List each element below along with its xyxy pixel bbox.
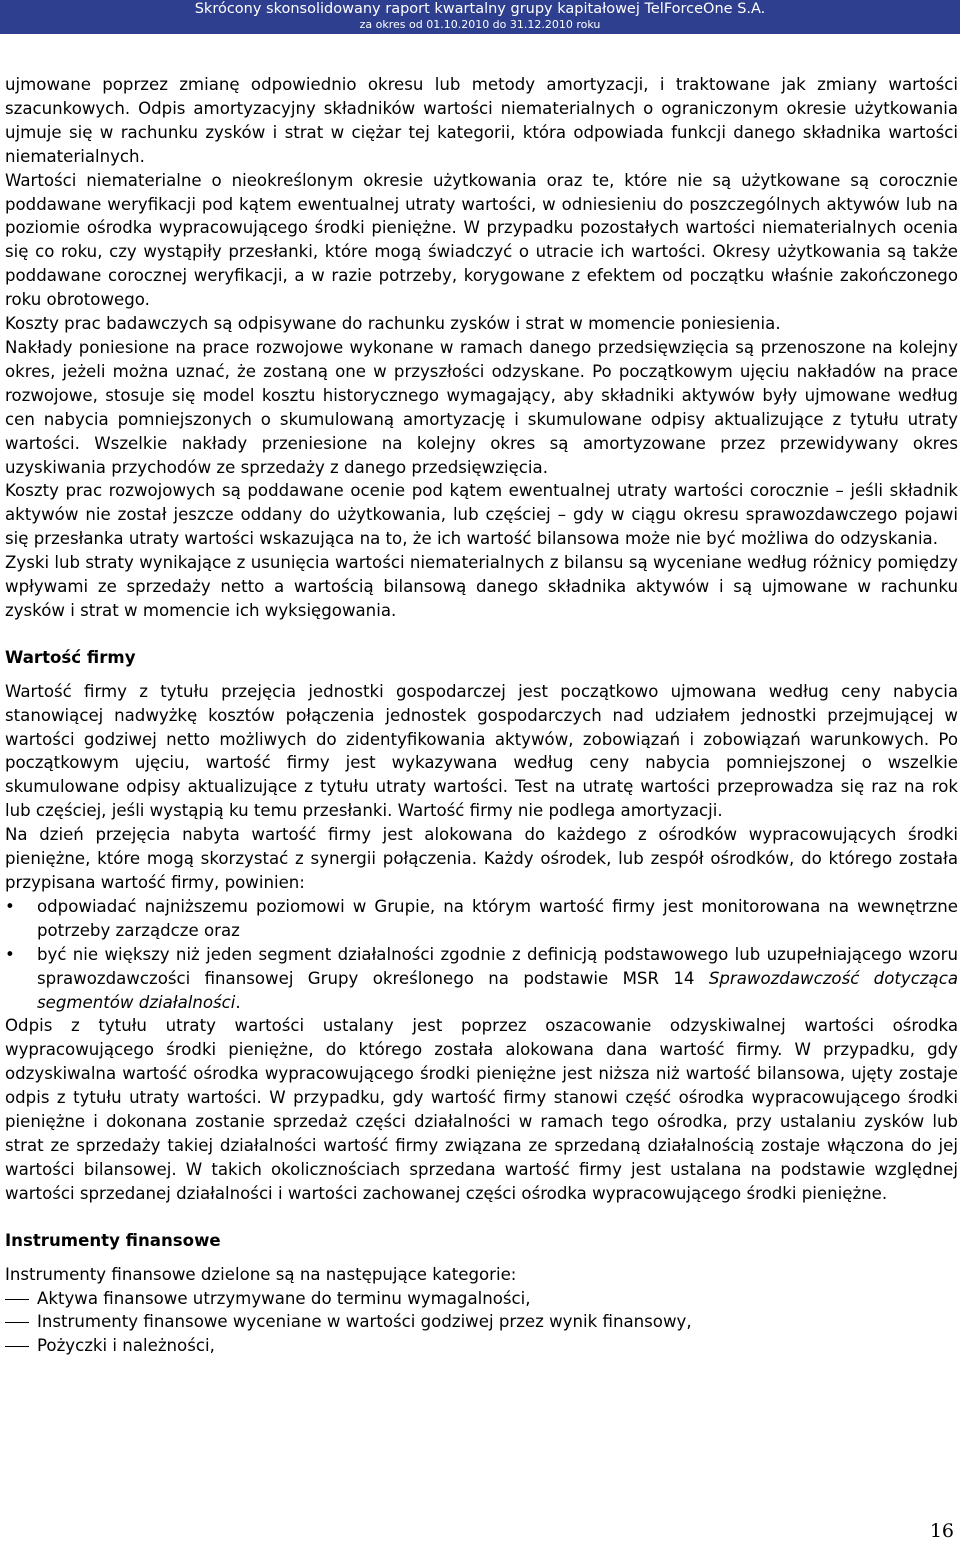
bullet-icon: • <box>5 896 15 916</box>
paragraph: Nakłady poniesione na prace rozwojowe wykonane w ramach danego przedsięwzięcia są przenoszone na kolejny okres, jeżeli można uznać, że zostaną one w przyszłości odzyskane. Po początkowym ujęciu nakładów na prace rozwojowe, stosuje się model kosztu historycznego wymagający, aby składniki aktywów były ujmowane według cen nabycia pomniejszonych o skumulowaną amortyzację i skumulowane odpisy aktualizujące z tytułu utraty wartości. Wszelkie nakłady przeniesione na kolejny okres są amortyzowane przez przewidywany okres uzyskiwania przychodów ze sprzedaży z danego przedsięwzięcia. <box>5 337 958 477</box>
page-number: 16 <box>929 1520 954 1542</box>
bullet-icon: • <box>5 944 15 964</box>
list-item-text: Instrumenty finansowe wyceniane w wartości godziwej przez wynik finansowy, <box>37 1312 692 1332</box>
paragraph: Odpis z tytułu utraty wartości ustalany jest poprzez oszacowanie odzyskiwalnej wartości ośrodka wypracowującego środki pieniężne, do którego została alokowana dana wartość firmy. W przypadku, gdy odzyskiwalna wartość ośrodka wypracowującego środki pieniężne jest niższa niż wartość bilansowa, ujęty zostaje odpis z tytułu utraty wartości. W przypadku, gdy wartość firmy stanowi część ośrodka wypracowującego środki pieniężne i dokonana zostanie sprzedaż części działalności w ramach tego ośrodka, przy ustalaniu zysków lub strat ze sprzedaży takiej działalności wartość firmy związana ze sprzedaną działalnością zostaje włączona do jej wartości bilansowej. W takich okolicznościach sprzedana wartość firmy jest ustalana na podstawie względnej wartości sprzedanej działalności i wartości zachowanej części ośrodka wypracowującego środki pieniężne. <box>5 1016 958 1203</box>
paragraph: Zyski lub straty wynikające z usunięcia wartości niematerialnych z bilansu są wyceniane według różnicy pomiędzy wpływami ze sprzedaży netto a wartością bilansową danego składnika aktywów i są ujmowane w rachunku zysków i strat w momencie ich wyksięgowania. <box>5 553 958 620</box>
list-item <box>5 943 958 1015</box>
report-title: Skrócony skonsolidowany raport kwartalny grupy kapitałowej TelForceOne S.A. <box>194 1 766 17</box>
list-item-end: . <box>235 992 241 1012</box>
section-heading-goodwill: Wartość firmy <box>5 647 136 667</box>
dash-icon <box>5 1322 29 1323</box>
list-item-text: być nie większy niż jeden segment działalności zgodnie z definicją podstawowego lub uzupełniającego wzoru sprawozdawczości finansowej Grupy określonego na podstawie MSR 14 <box>37 944 958 988</box>
document-body <box>5 73 958 1358</box>
section-heading-instruments: Instrumenty finansowe <box>5 1230 221 1250</box>
dash-icon <box>5 1299 29 1300</box>
list-item-text: Aktywa finansowe utrzymywane do terminu wymagalności, <box>37 1288 531 1308</box>
paragraph: Koszty prac rozwojowych są poddawane ocenie pod kątem ewentualnej utraty wartości corocznie – jeśli składnik aktywów nie został jeszcze oddany do użytkowania, lub częściej – gdy w ciągu okresu sprawozdawczego pojawi się przesłanka utraty wartości wskazująca na to, że ich wartość bilansowa może nie być możliwa do odzyskania. <box>5 481 958 549</box>
list-item-text: odpowiadać najniższemu poziomowi w Grupie, na którym wartość firmy jest monitorowana na wewnętrzne potrzeby zarządcze oraz <box>37 896 958 940</box>
bullet-list <box>5 895 958 1015</box>
paragraph: Koszty prac badawczych są odpisywane do rachunku zysków i strat w momencie poniesienia. <box>5 314 781 334</box>
report-period: za okres od 01.10.2010 do 31.12.2010 roku <box>359 18 601 31</box>
dash-list <box>5 1287 958 1359</box>
page-header <box>0 0 960 34</box>
dash-icon <box>5 1346 29 1347</box>
list-item <box>5 1310 958 1334</box>
list-item-italic: Sprawozdawczość dotycząca segmentów działalności <box>37 968 958 1012</box>
paragraph: Wartość firmy z tytułu przejęcia jednostki gospodarczej jest początkowo ujmowana według ceny nabycia stanowiącej nadwyżkę kosztów połączenia jednostek gospodarczych nad udziałem jednostki przejmującej w wartości godziwej netto możliwych do zidentyfikowania aktywów, zobowiązań i zobowiązań warunkowych. Po początkowym ujęciu, wartość firmy jest wykazywana według ceny nabycia pomniejszonej o wszelkie skumulowane odpisy aktualizujące z tytułu utraty wartości. Test na utratę wartości przeprowadza się raz na rok lub częściej, jeśli wystąpią ku temu przesłanki. Wartość firmy nie podlega amortyzacji. <box>5 681 958 821</box>
list-item <box>5 1287 958 1311</box>
list-item <box>5 895 958 943</box>
list-item-text: Pożyczki i należności, <box>37 1336 215 1356</box>
paragraph: Wartości niematerialne o nieokreślonym okresie użytkowania oraz te, które nie są użytkowane są corocznie poddawane weryfikacji pod kątem ewentualnej utraty wartości, w odniesieniu do poszczególnych aktywów lub na poziomie ośrodka wypracowującego środki pieniężne. W przypadku pozostałych wartości niematerialnych ocenia się co roku, czy wystąpiły przesłanki, które mogą świadczyć o utracie ich wartości. Okresy użytkowania są także poddawane corocznej weryfikacji, a w razie potrzeby, korygowane z efektem od początku właśnie zakończonego roku obrotowego. <box>5 170 958 310</box>
paragraph: Instrumenty finansowe dzielone są na następujące kategorie: <box>5 1264 517 1284</box>
paragraph: Na dzień przejęcia nabyta wartość firmy jest alokowana do każdego z ośrodków wypracowujących środki pieniężne, które mogą skorzystać z synergii połączenia. Każdy ośrodek, lub zespół ośrodków, do którego została przypisana wartość firmy, powinien: <box>5 825 958 892</box>
list-item <box>5 1334 958 1358</box>
paragraph: ujmowane poprzez zmianę odpowiednio okresu lub metody amortyzacji, i traktowane jak zmiany wartości szacunkowych. Odpis amortyzacyjny składników wartości niematerialnych o ograniczonym okresie użytkowania ujmuje się w rachunku zysków i strat w ciężar tej kategorii, która odpowiada funkcji danego składnika wartości niematerialnych. <box>5 75 958 166</box>
